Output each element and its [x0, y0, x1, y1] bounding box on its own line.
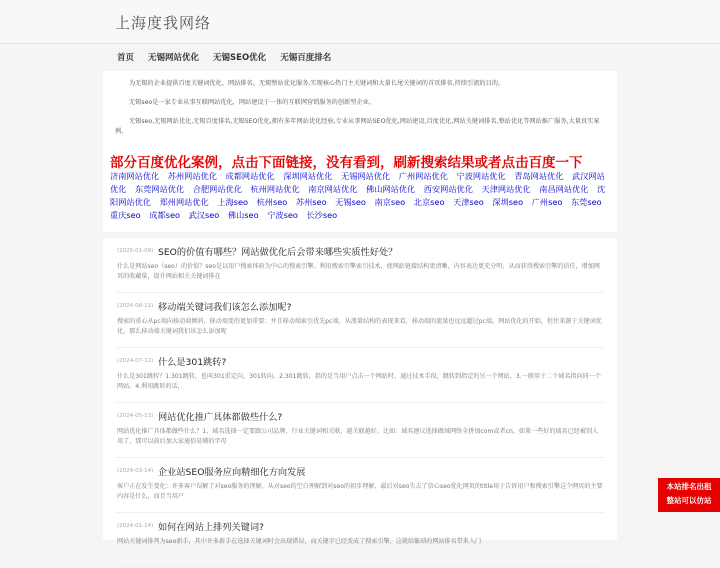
case-link[interactable]: 南京网站优化 — [308, 184, 358, 194]
nav-home[interactable]: 首页 — [117, 53, 135, 63]
article-title-link[interactable]: 什么是301跳转? — [158, 357, 227, 368]
promo-banner-text: 部分百度优化案例，点击下面链接，没有看到，刷新搜索结果或者点击百度一下 — [110, 155, 583, 171]
intro-paragraph-2: 无锡seo是一家专业从事互联网站优化，网站建设于一体的互联网营销服务的创新型企业。 — [129, 99, 375, 106]
case-link[interactable]: 广州网站优化 — [398, 171, 448, 181]
case-link[interactable]: 郑州网站优化 — [159, 197, 209, 207]
case-link[interactable]: 杭州网站优化 — [250, 184, 300, 194]
case-link[interactable]: 济南网站优化 — [110, 171, 160, 181]
case-link[interactable]: 东莞网站优化 — [135, 184, 185, 194]
case-link[interactable]: 成都seo — [149, 210, 180, 220]
case-link[interactable]: 长沙seo — [306, 210, 338, 220]
case-link[interactable]: 东莞seo — [570, 197, 602, 207]
nav-wuxi-seo-optimization[interactable]: 无锡SEO优化 — [213, 53, 267, 63]
case-link[interactable]: 苏州网站优化 — [167, 171, 217, 181]
article-date: (2024-08-11) — [117, 303, 154, 309]
article-item — [115, 458, 605, 513]
case-link[interactable]: 西安网站优化 — [423, 184, 473, 194]
badge-line-2: 整站可以仿站 — [666, 496, 712, 505]
nav-wuxi-baidu-ranking[interactable]: 无锡百度排名 — [280, 53, 332, 63]
nav-wuxi-site-optimization[interactable]: 无锡网站优化 — [148, 53, 200, 63]
article-item — [115, 238, 605, 293]
site-header — [0, 0, 720, 44]
article-title-link[interactable]: 网站优化推广具体都做些什么? — [158, 412, 283, 423]
article-title-link[interactable]: SEO的价值有哪些？网站做优化后会带来哪些实质性好处？ — [158, 247, 398, 258]
case-link[interactable]: 沈阳网站优化 — [110, 184, 606, 207]
case-link[interactable]: 宁波网站优化 — [456, 171, 506, 181]
article-date: (2024-01-14) — [117, 523, 154, 529]
article-summary: 网站优化推广具体都做些什么？1、域名选择一定要跟公司品牌、行业关键词相关联，越关联越好。比如：域名建议选择做域网络全拼加com或者cn，如果一些好的域名已经被别人用了，那可以前后加大家通俗易懂的字母 — [117, 428, 599, 445]
article-summary: 搜索的重心从pc端向移动端倾斜，移动端变的更加重要；并且移动端索引优先pc端，从流量结构的表现来看，移动端的流量也远远超过pc端。网站优化的开始，但往来源于关键词优化，那么移动端关键词我们该怎么添加呢 — [117, 318, 602, 335]
article-item — [115, 293, 605, 348]
article-summary: 客户正在发生变化：许多客户误解了对seo服务的理解，从对seo的空白理解到对seo的初步理解，最后对seo失去了信心seo优化网页的title用于告诉用户和搜索引擎这个网页的主要内容是什么，而且当用户 — [117, 483, 603, 500]
case-link[interactable]: 南京seo — [374, 197, 406, 207]
case-link[interactable]: 南昌网站优化 — [539, 184, 589, 194]
article-title-link[interactable]: 企业站SEO服务应向精细化方向发展 — [158, 467, 306, 478]
case-link[interactable]: 无锡seo — [335, 197, 366, 207]
badge-line-1: 本站排名出租 — [666, 482, 712, 491]
case-links — [110, 170, 612, 222]
case-link[interactable]: 天津seo — [453, 197, 484, 207]
article-summary: 什么是网站seo（seo）的价值？seo是以用户搜索体验为中心的搜索引擎。利用搜索引擎索引技术，使网站链接结构更清晰，内容表达更充分明，从而获得搜索引擎的信任，增加网页的收藏量，提升网站相关关键词排在 — [117, 263, 600, 280]
case-link[interactable]: 无锡网站优化 — [341, 171, 391, 181]
case-link[interactable]: 佛山seo — [227, 210, 259, 220]
rent-ranking-badge[interactable] — [658, 478, 720, 512]
article-list — [103, 238, 617, 545]
case-link[interactable]: 广州seo — [531, 197, 563, 207]
intro-panel — [103, 71, 617, 232]
article-date: (2025-01-09) — [117, 248, 154, 254]
case-link[interactable]: 武汉seo — [188, 210, 220, 220]
article-date: (2024-03-14) — [117, 468, 154, 474]
article-title-link[interactable]: 如何在网站上排列关键词? — [158, 522, 264, 533]
article-date: (2024-07-12) — [117, 358, 154, 364]
article-item — [115, 403, 605, 458]
case-link[interactable]: 合肥网站优化 — [192, 184, 242, 194]
case-link[interactable]: 宁波seo — [267, 210, 298, 220]
case-link[interactable]: 重庆seo — [110, 210, 141, 220]
main-nav — [110, 44, 338, 70]
case-link[interactable]: 成都网站优化 — [225, 171, 275, 181]
site-title[interactable]: 上海度我网络 — [115, 14, 212, 32]
case-link[interactable]: 北京seo — [413, 197, 445, 207]
case-link[interactable]: 苏州seo — [295, 197, 327, 207]
article-summary: 什么是301跳转？1.301跳转，也叫301重定向，301转向。2.301跳转，指的是当用户点击一个网站时，通过技术手段，跳转到指定的另一个网站。3.一般用于二个域名指向同一个网站。4.利用跳转的话， — [117, 373, 601, 390]
case-link[interactable]: 天津网站优化 — [481, 184, 531, 194]
intro-paragraph-1: 为无锡的企业提供百度关键词优化、网站排名、无锡整站优化服务,实现核心热门主关键词和大量长尾关键词的首页排名,持续引流的目的。 — [129, 80, 505, 87]
case-link[interactable]: 佛山网站优化 — [366, 184, 416, 194]
article-item — [115, 348, 605, 403]
article-summary: 网站关键词排列为seo新手，其中许多新手在选择关键词时会出现错误，而关键字已经变成了搜索引擎，这就给繁琐的网站排名带来入门 — [117, 538, 482, 545]
article-date: (2024-05-13) — [117, 413, 154, 419]
case-link[interactable]: 杭州seo — [256, 197, 288, 207]
case-link[interactable]: 深圳网站优化 — [283, 171, 333, 181]
case-link[interactable]: 武汉网站优化 — [110, 171, 605, 194]
article-title-link[interactable]: 移动端关键词我们该怎么添加呢? — [158, 302, 292, 313]
case-link[interactable]: 青岛网站优化 — [514, 171, 564, 181]
intro-paragraph-3: 无锡seo,无锡网站优化,无锡百度排名,无锡SEO优化,拥有多年网站优化经验,专业从事网站SEO优化,网站建设,百度优化,网站关键词排名,整站优化等网站推广服务,大量真实案例。 — [115, 118, 600, 135]
case-link[interactable]: 深圳seo — [492, 197, 524, 207]
article-item — [115, 513, 605, 568]
case-link[interactable]: 上海seo — [217, 197, 248, 207]
